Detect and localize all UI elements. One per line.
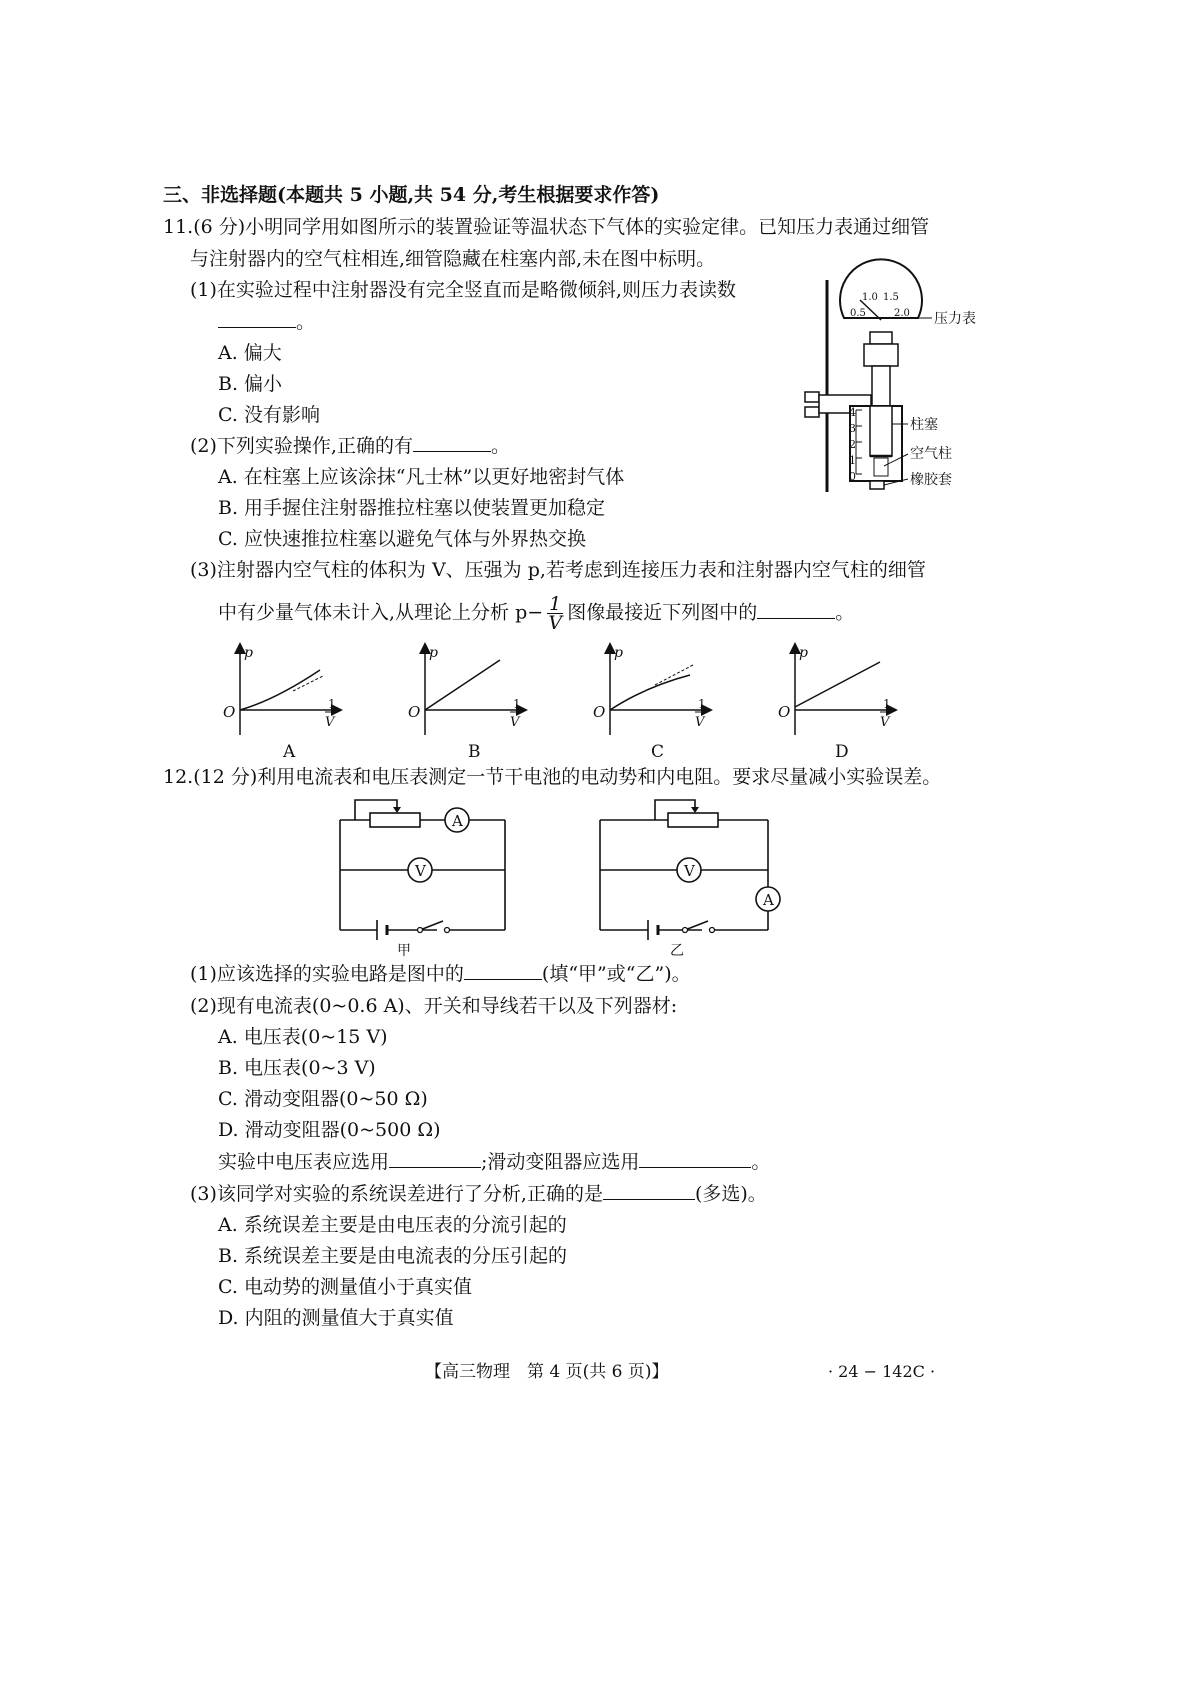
q11-sub2-tail: 。 [490, 435, 510, 457]
q12-sub3-stem: (3)该同学对实验的系统误差进行了分析,正确的是 [190, 1183, 603, 1205]
page-footer: 【高三物理 第 4 页(共 6 页)】 [425, 1362, 669, 1382]
rubber-cap-label: 橡胶套 [910, 472, 952, 488]
graph-b [408, 645, 525, 762]
page-code: · 24 − 142C · [828, 1362, 936, 1381]
q11-sub1-stem: (1)在实验过程中注射器没有完全竖直而是略微倾斜,则压力表读数 [190, 279, 736, 301]
line [795, 662, 880, 707]
q11-sub1-option-a: A. 偏大 [218, 342, 282, 364]
q12-sub2-stem: (2)现有电流表(0~0.6 A)、开关和导线若干以及下列器材: [190, 995, 678, 1017]
axis-p: p [429, 645, 438, 661]
graph-a [223, 645, 340, 762]
q11-stem-line2: 与注射器内的空气柱相连,细管隐藏在柱塞内部,未在图中标明。 [190, 248, 716, 270]
p-over-v-fraction [547, 595, 563, 632]
q11-stem-line1: 11.(6 分)小明同学用如图所示的装置验证等温状态下气体的实验定律。已知压力表通过细管 [163, 216, 930, 238]
answer-blank[interactable] [639, 1149, 751, 1168]
q11-sub2-option-b: B. 用手握住注射器推拉柱塞以使装置更加稳定 [218, 497, 606, 519]
x-den: V [880, 715, 890, 730]
origin: O [593, 703, 606, 721]
q11-sub2-option-a: A. 在柱塞上应该涂抹“凡士林”以更好地密封气体 [218, 466, 625, 488]
circuit-label: 甲 [397, 943, 411, 959]
answer-blank[interactable] [757, 600, 835, 619]
q12-sub2-fill-pre: 实验中电压表应选用 [218, 1151, 390, 1173]
axis-p: p [799, 645, 808, 661]
origin: O [408, 703, 421, 721]
q12-sub3-option-b: B. 系统误差主要是由电流表的分压引起的 [218, 1245, 568, 1267]
section-heading: 三、非选择题(本题共 5 小题,共 54 分,考生根据要求作答) [163, 184, 660, 206]
x-num: 1 [513, 697, 521, 711]
dial-mark-1: 1.0 [862, 292, 878, 303]
graph-c [593, 645, 710, 762]
answer-blank[interactable] [464, 961, 542, 980]
p-inverse-v-graphs [215, 635, 905, 765]
x-num: 1 [328, 697, 336, 711]
scale-mark-1: 3 [849, 422, 856, 435]
q12-sub1-tail: (填“甲”或“乙”)。 [541, 963, 691, 985]
scale-mark-0: 4 [849, 406, 856, 419]
switch [685, 921, 708, 930]
q11-sub2-line [190, 433, 510, 459]
x-den: V [510, 715, 520, 730]
switch [420, 921, 443, 930]
scale-mark-3: 1 [849, 454, 856, 467]
q12-sub2-fill-line [218, 1149, 770, 1175]
dial-mark-3: 2.0 [894, 308, 910, 319]
dial-mark-0: 0.5 [850, 308, 866, 319]
q11-sub2-stem: (2)下列实验操作,正确的有 [190, 435, 413, 457]
air-column [874, 458, 888, 476]
q11-sub3-tail: 。 [835, 601, 855, 624]
gauge-label: 压力表 [934, 311, 976, 327]
x-num: 1 [883, 697, 891, 711]
x-den: V [325, 715, 335, 730]
axis-p: p [244, 645, 253, 661]
rheostat [668, 813, 718, 827]
line [425, 660, 500, 710]
graph-label: B [468, 742, 481, 762]
plunger-rod [872, 366, 890, 406]
circuit-label: 乙 [670, 943, 684, 959]
ammeter-label: A [452, 812, 463, 830]
answer-blank[interactable] [218, 309, 296, 328]
graph-d [778, 645, 895, 762]
x-den: V [695, 715, 705, 730]
axis-p: p [614, 645, 623, 661]
q11-sub3-pre: 中有少量气体未计入,从理论上分析 p− [218, 601, 544, 624]
origin: O [778, 703, 791, 721]
ammeter-label: A [763, 891, 774, 909]
q11-sub1-option-b: B. 偏小 [218, 373, 283, 395]
curve [240, 670, 320, 710]
q12-stem: 12.(12 分)利用电流表和电压表测定一节干电池的电动势和内电阻。要求尽量减小实验误差。 [163, 766, 942, 788]
q12-sub2-option-d: D. 滑动变阻器(0~500 Ω) [218, 1119, 441, 1141]
dial-mark-2: 1.5 [883, 292, 899, 303]
plunger-head [870, 406, 892, 456]
circuit-jia [325, 795, 520, 960]
q12-sub3-line [190, 1181, 767, 1207]
q11-sub1-option-c: C. 没有影响 [218, 404, 320, 426]
graph-label: A [283, 742, 296, 762]
voltmeter-label: V [684, 862, 695, 880]
fraction-denominator: V [548, 612, 563, 634]
q11-sub1-answer-line [218, 309, 315, 335]
q12-sub2-option-a: A. 电压表(0~15 V) [218, 1026, 388, 1048]
clamp-knob-top [805, 392, 819, 402]
connector-nut [864, 344, 898, 366]
graph-label: C [651, 742, 665, 762]
connector-nut-top [870, 332, 892, 344]
q12-sub3-option-d: D. 内阻的测量值大于真实值 [218, 1307, 454, 1329]
q12-sub2-fill-tail: 。 [751, 1151, 771, 1173]
clamp-knob-bottom [805, 407, 819, 417]
circuit-yi [590, 795, 790, 960]
x-num: 1 [698, 697, 706, 711]
q12-sub3-tail: (多选)。 [694, 1183, 767, 1205]
answer-blank[interactable] [389, 1149, 481, 1168]
syringe-apparatus-figure [800, 276, 980, 496]
graph-label: D [835, 742, 849, 762]
curve [610, 675, 690, 710]
q11-sub2-option-c: C. 应快速推拉柱塞以避免气体与外界热交换 [218, 528, 586, 550]
q12-sub1-line [190, 961, 691, 987]
scale-mark-4: 0 [849, 470, 856, 483]
q11-sub3-post: 图像最接近下列图中的 [567, 601, 758, 624]
rheostat [370, 813, 420, 827]
origin: O [223, 703, 236, 721]
q11-sub1-tail: 。 [296, 311, 316, 333]
air-column-label: 空气柱 [910, 446, 952, 462]
rubber-cap [870, 481, 884, 489]
answer-blank[interactable] [603, 1181, 695, 1200]
voltmeter-label: V [415, 862, 426, 880]
q12-sub2-option-b: B. 电压表(0~3 V) [218, 1057, 376, 1079]
q11-sub3-stem: (3)注射器内空气柱的体积为 V、压强为 p,若考虑到连接压力表和注射器内空气柱的细管 [190, 559, 926, 581]
fraction-numerator: 1 [549, 593, 562, 615]
q12-sub2-fill-mid: ;滑动变阻器应选用 [481, 1151, 640, 1173]
plunger-label: 柱塞 [910, 417, 938, 433]
scale-mark-2: 2 [849, 438, 856, 451]
q11-sub3-line2 [218, 595, 854, 632]
q12-sub2-option-c: C. 滑动变阻器(0~50 Ω) [218, 1088, 428, 1110]
q12-sub3-option-c: C. 电动势的测量值小于真实值 [218, 1276, 472, 1298]
q12-sub3-option-a: A. 系统误差主要是由电压表的分流引起的 [218, 1214, 567, 1236]
q12-sub1-stem: (1)应该选择的实验电路是图中的 [190, 963, 464, 985]
answer-blank[interactable] [413, 433, 491, 452]
